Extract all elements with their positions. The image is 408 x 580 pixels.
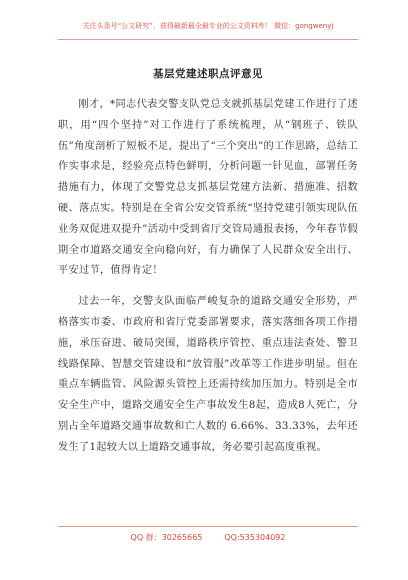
footer-divider [58,526,358,527]
document-title: 基层党建述职点评意见 [153,68,263,80]
paragraph-1: 刚才，*同志代表交警支队党总支就抓基层党建工作进行了述职，用“四个坚持”对工作进行了系统梳理，从“钢班子、铁队伍”角度剖析了短板不足，提出了“三个突出”的工作思路，总结工作实事求是，经验亮点特色鲜明，分析问题一针见血，部署任务措施有力，体现了交警党总支抓基层党建方法新、措施准、招数硬、落点实。特别是在全省公安交管系统“坚持党建引领实现队伍业务双促进双提升”活动中受到省厅交管局通报表扬，今年春节假期全市道路交通安全向稳向好，有力确保了人民群众安全出行、平安过节，值得肯定！ [58,99,358,277]
footer-qq-number: QQ:535304092 [224,533,286,542]
footer-qq-group: QQ 群：30265665 [130,533,203,542]
document-body [58,95,358,469]
header-divider [58,39,358,40]
paragraph-2: 过去一年，交警支队面临严峻复杂的道路交通安全形势，严格落实市委、市政府和省厅党委部署要求，落实落细各项工作措施，承压奋进、破局突围，道路秩序管控、重点违法查处、警卫线路保障、智慧交管建设和“放管服”改革等工作进步明显。但在重点车辆监管、风险源头管控上还需持续加压加力。特别是全市安全生产中，道路交通安全生产事故发生8起，造成8人死亡，分别占全年道路交通事故数和亡人数的 6.66%、33.33%，去年还发生了1起较大以上道路交通事故，务必要引起高度重视。 [58,296,358,453]
footer-contact [58,532,358,543]
header-banner: 关注头条号“公文研究”，获得最新最全最专业的公文资料库！ 微信：gongwenyj [82,22,334,30]
